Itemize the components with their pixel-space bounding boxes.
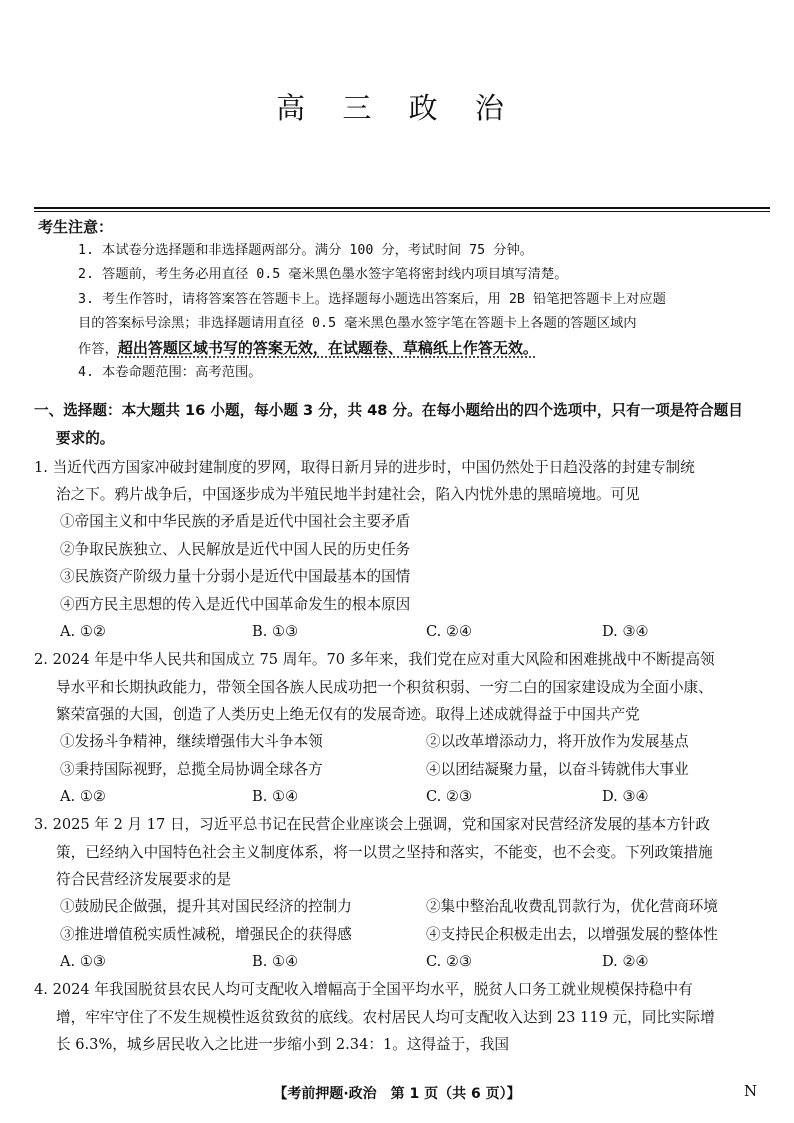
section-heading-cont: 要求的。 (56, 430, 115, 447)
question-2-answer-b: B. ①④ (252, 788, 299, 805)
question-1-option-1: ①帝国主义和中华民族的矛盾是近代中国社会主要矛盾 (60, 513, 411, 530)
page-title: 高 三 政 治 (276, 91, 518, 125)
question-3-answer-b: B. ①④ (252, 953, 299, 970)
notice-item-2: 2. 答题前，考生务必用直径 0.5 毫米黑色墨水签字笔将密封线内项目填写清楚。 (78, 267, 568, 282)
question-3-answer-a: A. ①③ (60, 953, 106, 970)
question-3-option-3: ③推进增值税实质性减税，增强民企的获得感 (60, 926, 352, 943)
divider-line-thin (34, 211, 770, 212)
question-3-option-1: ①鼓励民企做强，提升其对国民经济的控制力 (60, 898, 352, 915)
page-footer: 【考前押题·政治 第 1 页（共 6 页）】 (273, 1086, 521, 1102)
question-1-answer-c: C. ②④ (426, 623, 473, 640)
divider-line (34, 207, 770, 209)
notice-item-4: 4. 本卷命题范围：高考范围。 (78, 365, 262, 380)
question-2-answer-a: A. ①② (60, 788, 106, 805)
question-3-line-1: 3. 2025 年 2 月 17 日，习近平总书记在民营企业座谈会上强调，党和国家对民营经济发展的基本方针政 (34, 816, 710, 833)
question-3-line-2: 策，已经纳入中国特色社会主义制度体系，将一以贯之坚持和落实，不能变，也不会变。下列政策措施 (56, 844, 713, 861)
question-2-line-2: 导水平和长期执政能力，带领全国各族人民成功把一个积贫积弱、一穷二白的国家建设成为全面小康、 (56, 679, 713, 696)
question-2-option-2: ②以改革增添动力，将开放作为发展基点 (426, 733, 689, 750)
question-2-answer-d: D. ③④ (602, 788, 649, 805)
question-3-option-4: ④支持民企积极走出去，以增强发展的整体性 (426, 926, 718, 943)
notice-emphasis: 超出答题区域书写的答案无效，在试题卷、草稿纸上作答无效。 (117, 339, 538, 357)
notice-heading: 考生注意： (38, 218, 114, 236)
question-4-line-2: 增，牢牢守住了不发生规模性返贫致贫的底线。农村居民人均可支配收入达到 23 119 元，同比实际增 (56, 1009, 715, 1026)
notice-item-3-cont: 目的答案标号涂黑；非选择题请用直径 0.5 毫米黑色墨水签字笔在答题卡上各题的答题区域内 (78, 316, 637, 331)
question-3-answer-d: D. ②④ (602, 953, 649, 970)
question-3-answer-c: C. ②③ (426, 953, 473, 970)
question-1-answer-d: D. ③④ (602, 623, 649, 640)
question-1-option-3: ③民族资产阶级力量十分弱小是近代中国最基本的国情 (60, 568, 411, 585)
question-1-option-4: ④西方民主思想的传入是近代中国革命发生的根本原因 (60, 596, 411, 613)
question-2-answer-c: C. ②③ (426, 788, 473, 805)
question-2-option-3: ③秉持国际视野，总揽全局协调全球各方 (60, 761, 323, 778)
notice-item-3-end-text: 作答， (78, 342, 118, 357)
footer-mark: N (744, 1082, 758, 1100)
question-2-option-1: ①发扬斗争精神，继续增强伟大斗争本领 (60, 733, 323, 750)
question-2-line-3: 繁荣富强的大国，创造了人类历史上绝无仅有的发展奇迹。取得上述成就得益于中国共产党 (56, 706, 640, 723)
question-2-option-4: ④以团结凝聚力量，以奋斗铸就伟大事业 (426, 761, 689, 778)
notice-item-1: 1. 本试卷分选择题和非选择题两部分。满分 100 分，考试时间 75 分钟。 (78, 243, 534, 258)
notice-item-3: 3. 考生作答时，请将答案答在答题卡上。选择题每小题选出答案后，用 2B 铅笔把答题卡上对应题 (78, 292, 666, 307)
question-1-answer-a: A. ①② (60, 623, 106, 640)
question-1-line-1: 1. 当近代西方国家冲破封建制度的罗网，取得日新月异的进步时，中国仍然处于日趋没落的封建专制统 (34, 459, 695, 476)
question-3-line-3: 符合民营经济发展要求的是 (56, 871, 232, 888)
question-1-answer-b: B. ①③ (252, 623, 299, 640)
question-3-option-2: ②集中整治乱收费乱罚款行为，优化营商环境 (426, 898, 718, 915)
question-2-line-1: 2. 2024 年是中华人民共和国成立 75 周年。70 多年来，我们党在应对重大风险和困难挑战中不断提高领 (34, 651, 715, 668)
notice-item-3-end (78, 335, 768, 363)
question-1-option-2: ②争取民族独立、人民解放是近代中国人民的历史任务 (60, 541, 411, 558)
question-4-line-3: 长 6.3%，城乡居民收入之比进一步缩小到 2.34：1。这得益于，我国 (56, 1036, 509, 1053)
section-heading: 一、选择题：本大题共 16 小题，每小题 3 分，共 48 分。在每小题给出的四个选项中，只有一项是符合题目 (34, 402, 743, 419)
question-4-line-1: 4. 2024 年我国脱贫县农民人均可支配收入增幅高于全国平均水平，脱贫人口务工就业规模保持稳中有 (34, 981, 693, 998)
question-1-line-2: 治之下。鸦片战争后，中国逐步成为半殖民地半封建社会，陷入内忧外患的黑暗境地。可见 (56, 486, 640, 503)
